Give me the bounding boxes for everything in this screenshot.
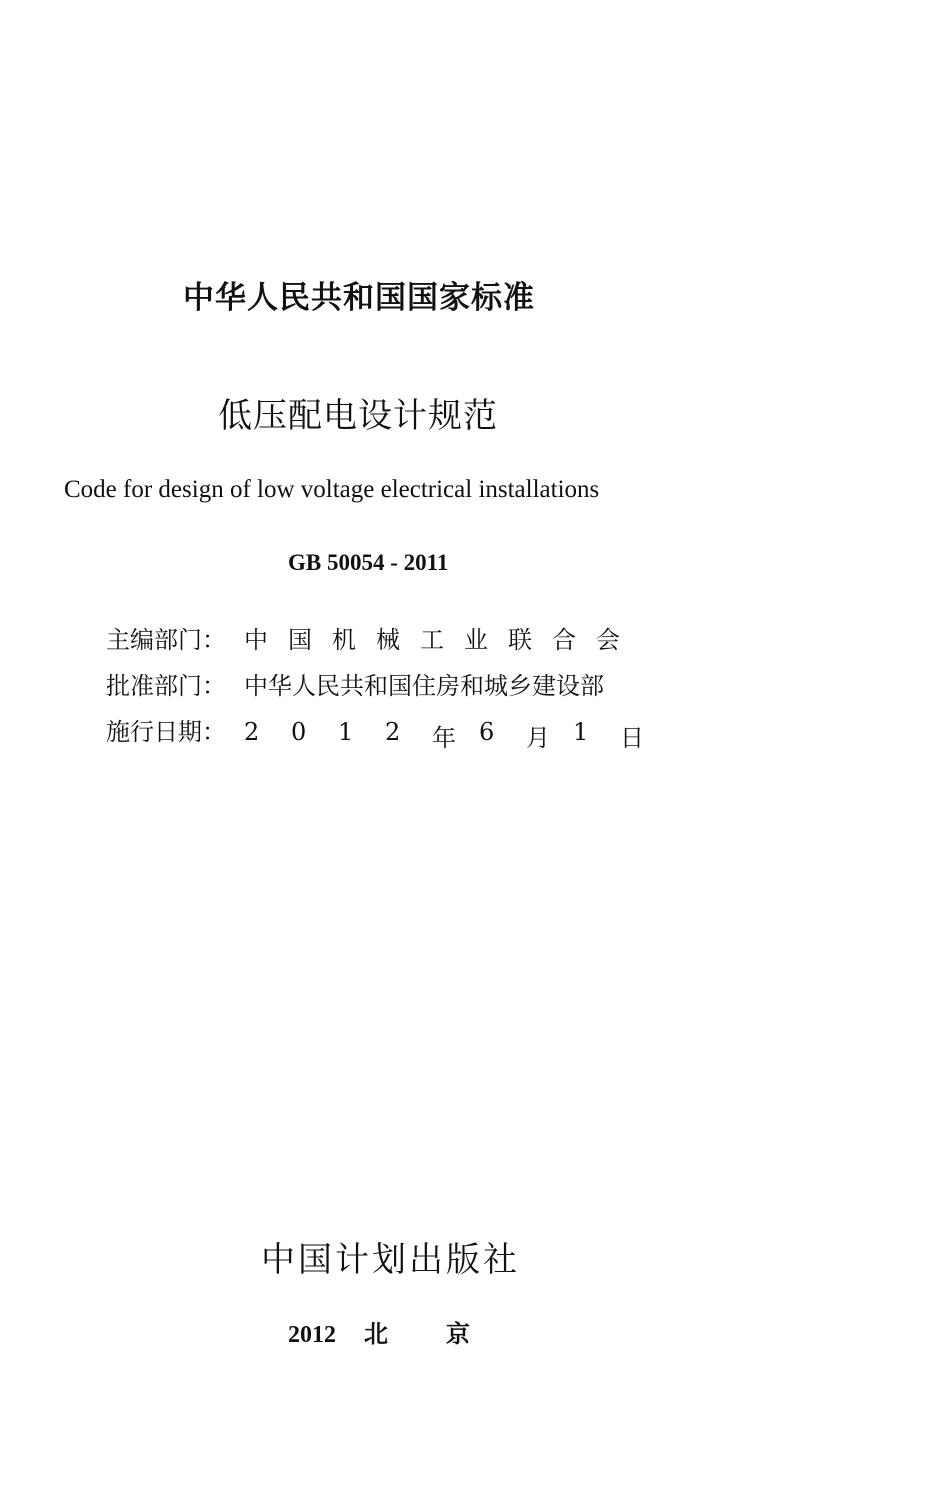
- effective-date-row: [106, 712, 667, 758]
- effective-date-value: [244, 718, 667, 753]
- approver-label: 批准部门：: [106, 672, 226, 700]
- publisher-name: 中国计划出版社: [261, 1240, 520, 1280]
- date-part: 6: [479, 718, 495, 746]
- standard-number: GB 50054 - 2011: [288, 550, 449, 575]
- editor-value: 中国机械工业联合会: [244, 626, 640, 654]
- date-part: 日: [620, 724, 644, 752]
- imprint: [288, 1314, 528, 1349]
- editor-row: [106, 620, 667, 666]
- approver-row: [106, 666, 667, 712]
- effective-date-label: 施行日期：: [106, 718, 226, 746]
- approver-value: 中华人民共和国住房和城乡建设部: [244, 672, 604, 700]
- info-block: [106, 620, 667, 758]
- imprint-city: 北京: [364, 1320, 528, 1348]
- imprint-year: 2012: [288, 1322, 336, 1348]
- editor-label: 主编部门：: [106, 626, 226, 654]
- date-part: 1: [338, 718, 354, 746]
- date-part: 0: [291, 718, 307, 746]
- document-title-english: Code for design of low voltage electrical installations: [64, 476, 600, 503]
- document-title: 低压配电设计规范: [218, 396, 498, 436]
- date-part: 2: [244, 718, 260, 746]
- date-part: 2: [385, 718, 401, 746]
- series-title: 中华人民共和国国家标准: [183, 280, 535, 316]
- date-part: 年: [432, 724, 456, 752]
- date-part: 1: [573, 718, 589, 746]
- date-part: 月: [526, 724, 550, 752]
